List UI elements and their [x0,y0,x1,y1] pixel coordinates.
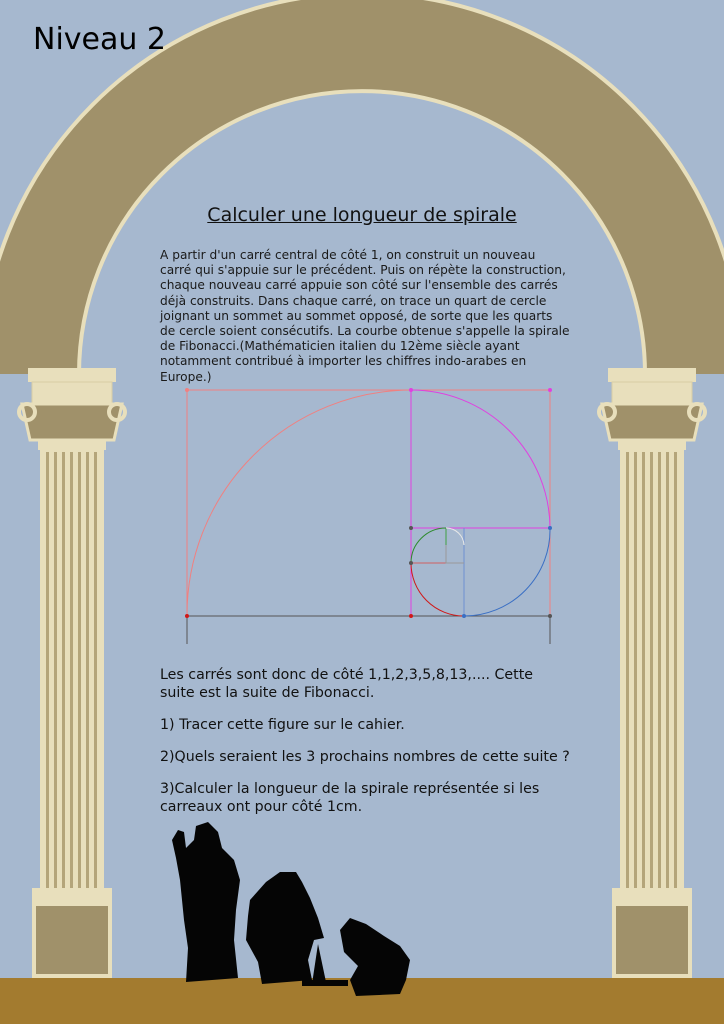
questions-block [160,666,570,830]
fibonacci-squares [187,390,550,644]
intro-paragraph: A partir d'un carré central de côté 1, on construit un nouveau carré qui s'appuie sur le précédent. Puis on répète la construction, chaque nouveau carré appuie son côté sur l'ensemble des carrés déjà construits. Dans chaque carré, on trace un quart de cercle joignant un sommet au sommet opposé, de sorte que les quarts de cercle soient consécutifs. La courbe obtenue s'appelle la spirale de Fibonacci.(Mathématicien italien du 12ème siècle ayant notamment contribué à importer les chiffres indo-arabes en Europe.) [160,248,570,384]
question-2: 2)Quels seraient les 3 prochains nombres de cette suite ? [160,749,570,765]
worksheet-title: Calculer une longueur de spirale [207,204,517,226]
spiral-arc-1 [446,528,464,545]
vertex-points [185,388,552,618]
spiral-arc-5 [464,528,550,616]
column-left [19,368,125,978]
fibonacci-figure [185,388,552,644]
crouching-figure [246,872,324,984]
figures-silhouette [172,822,410,996]
spiral-arc-13 [187,390,411,616]
column-right [599,368,705,978]
sequence-note: Les carrés sont donc de côté 1,1,2,3,5,8,13,.... Cette suite est la suite de Fibonacci. [160,667,533,701]
question-3: 3)Calculer la longueur de la spirale représentée si les carreaux ont pour côté 1cm. [160,781,540,815]
level-title: Niveau 2 [33,22,167,57]
standing-figure [172,822,240,982]
spiral-arc-2 [411,528,446,563]
spiral-arc-3 [411,563,464,616]
question-1: 1) Tracer cette figure sur le cahier. [160,717,405,733]
spiral-arc-8 [411,390,550,528]
